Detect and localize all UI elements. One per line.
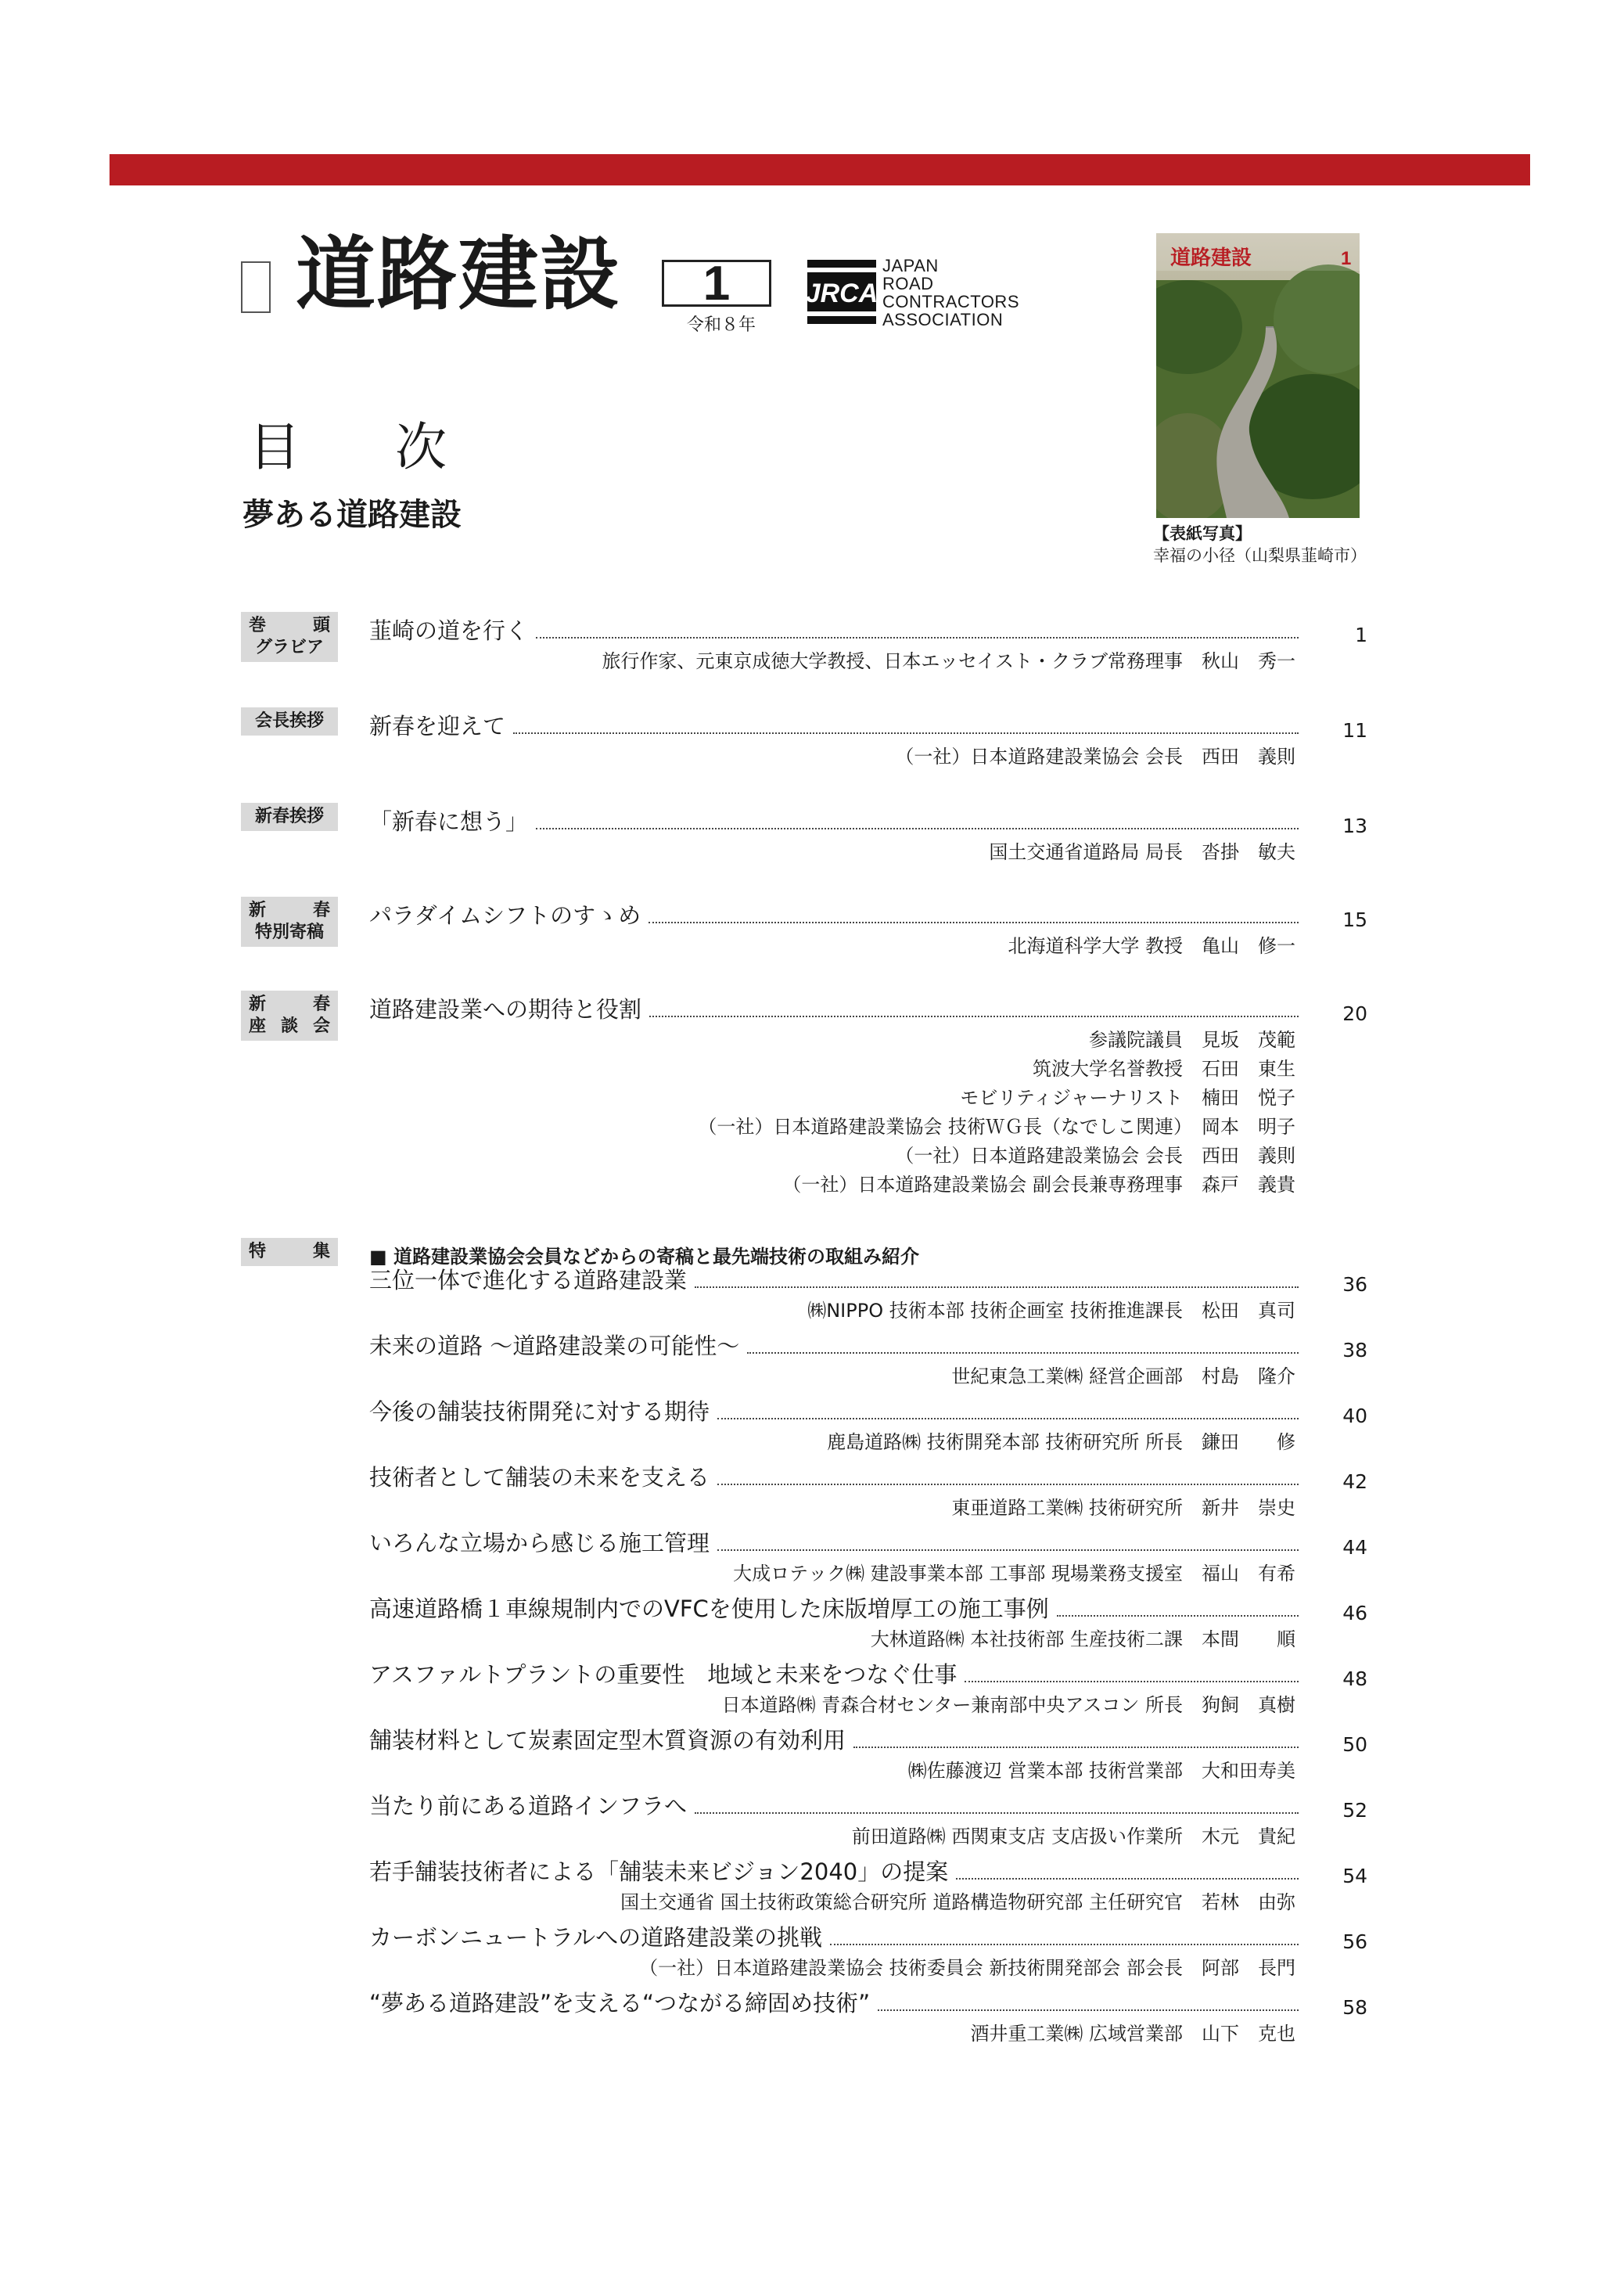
page-number: 54 bbox=[1342, 1865, 1367, 1887]
author-line: （一社）日本道路建設業協会 技術委員会 新技術開発部会 部会長 阿部 長門 bbox=[639, 1957, 1295, 1979]
page-number: 52 bbox=[1342, 1799, 1367, 1822]
article-title[interactable]: アスファルトプラントの重要性 地域と未来をつなぐ仕事 bbox=[369, 1661, 958, 1688]
org-name-line: ASSOCIATION bbox=[882, 310, 1004, 329]
jrca-logo-icon bbox=[806, 258, 878, 326]
article-title[interactable]: “夢ある道路建設”を支える“つながる締固め技術” bbox=[369, 1990, 871, 2016]
author-line: 国土交通省 国土技術政策総合研究所 道路構造物研究部 主任研究官 若林 由弥 bbox=[620, 1891, 1295, 1913]
author-line: 参議院議員 見坂 茂範 bbox=[1089, 1029, 1295, 1051]
org-name-line: JAPAN bbox=[882, 256, 939, 275]
issue-number: 1 bbox=[662, 260, 771, 307]
magazine-title: 道路建設 bbox=[296, 228, 621, 322]
top-accent-bar bbox=[110, 154, 1530, 185]
dot-leader bbox=[695, 1812, 1299, 1814]
svg-text:1: 1 bbox=[1341, 248, 1352, 269]
page-number: 15 bbox=[1342, 908, 1367, 931]
author-line: ㈱NIPPO 技術本部 技術企画室 技術推進課長 松田 真司 bbox=[807, 1300, 1295, 1322]
section-badge-part: 談 bbox=[280, 1016, 298, 1036]
page-number: 50 bbox=[1342, 1733, 1367, 1756]
author-line: 東亜道路工業㈱ 技術研究所 新井 崇史 bbox=[951, 1497, 1295, 1519]
section-badge-part: 座 bbox=[249, 1016, 267, 1036]
section-badge bbox=[241, 1238, 338, 1266]
dot-leader bbox=[717, 1418, 1299, 1419]
article-title[interactable]: 今後の舗装技術開発に対する期待 bbox=[369, 1398, 710, 1425]
section-badge-line: 新春挨拶 bbox=[254, 807, 324, 826]
org-name-line: ROAD bbox=[882, 274, 934, 293]
page-number: 42 bbox=[1342, 1470, 1367, 1493]
cover-caption bbox=[1153, 523, 1367, 567]
dot-leader bbox=[536, 828, 1299, 829]
page-number: 13 bbox=[1342, 815, 1367, 837]
section-badge-part: 集 bbox=[312, 1242, 330, 1261]
section-badge-part: 春 bbox=[312, 901, 330, 920]
section-badge-part: 会 bbox=[312, 1016, 330, 1036]
author-line: ㈱佐藤渡辺 営業本部 技術営業部 大和田寿美 bbox=[907, 1760, 1295, 1782]
section-badge-part: 巻 bbox=[249, 616, 267, 635]
cover-photo bbox=[1156, 233, 1360, 518]
page-number: 38 bbox=[1342, 1339, 1367, 1362]
section-badge-line: 特別寄稿 bbox=[254, 923, 324, 942]
article-title[interactable]: いろんな立場から感じる施工管理 bbox=[369, 1530, 710, 1556]
page-number: 40 bbox=[1342, 1405, 1367, 1427]
section-badge-part: 頭 bbox=[312, 616, 330, 635]
page-number: 46 bbox=[1342, 1602, 1367, 1624]
dot-leader bbox=[717, 1484, 1299, 1485]
page-number: 58 bbox=[1342, 1996, 1367, 2019]
dot-leader bbox=[878, 2009, 1299, 2011]
dot-leader bbox=[649, 1016, 1299, 1017]
page-number: 1 bbox=[1355, 624, 1367, 646]
toc-heading: 目 次 bbox=[249, 417, 486, 477]
author-line: 北海道科学大学 教授 亀山 修一 bbox=[1008, 935, 1295, 957]
section-badge bbox=[241, 991, 338, 1041]
dot-leader bbox=[1057, 1615, 1299, 1617]
page-number: 11 bbox=[1342, 719, 1367, 742]
article-title[interactable]: 若手舗装技術者による「舗装未来ビジョン2040」の提案 bbox=[369, 1858, 949, 1885]
author-line: 世紀東急工業㈱ 経営企画部 村島 隆介 bbox=[951, 1365, 1295, 1387]
page-number: 48 bbox=[1342, 1667, 1367, 1690]
article-title[interactable]: 高速道路橋１車線規制内でのVFCを使用した床版増厚工の施工事例 bbox=[369, 1595, 1049, 1622]
article-title[interactable]: 当たり前にある道路インフラへ bbox=[369, 1793, 688, 1819]
dot-leader bbox=[853, 1747, 1299, 1748]
section-badge-line bbox=[249, 1016, 330, 1038]
author-line: 酒井重工業㈱ 広域営業部 山下 克也 bbox=[970, 2023, 1295, 2045]
dot-leader bbox=[956, 1878, 1299, 1880]
section-badge bbox=[241, 803, 338, 831]
author-line: 大林道路㈱ 本社技術部 生産技術二課 本間 順 bbox=[870, 1628, 1295, 1650]
article-title[interactable]: 三位一体で進化する道路建設業 bbox=[369, 1267, 688, 1293]
author-line: （一社）日本道路建設業協会 技術ＷＧ長（なでしこ関連） 岡本 明子 bbox=[698, 1116, 1295, 1138]
checkbox-icon[interactable] bbox=[241, 261, 271, 313]
author-line: 大成ロテック㈱ 建設事業本部 工事部 現場業務支援室 福山 有希 bbox=[733, 1563, 1295, 1585]
article-title[interactable]: 「新春に想う」 bbox=[369, 808, 529, 835]
article-title[interactable]: 新春を迎えて bbox=[369, 713, 506, 739]
author-line: 日本道路㈱ 青森合材センター兼南部中央アスコン 所長 狗飼 真樹 bbox=[721, 1694, 1295, 1716]
article-title[interactable]: 韮崎の道を行く bbox=[369, 617, 529, 644]
author-line: 筑波大学名誉教授 石田 東生 bbox=[1033, 1058, 1295, 1080]
author-line: （一社）日本道路建設業協会 会長 西田 義則 bbox=[895, 1145, 1295, 1167]
page-number: 56 bbox=[1342, 1930, 1367, 1953]
page-number: 44 bbox=[1342, 1536, 1367, 1559]
cover-caption-title: 【表紙写真】 bbox=[1153, 524, 1252, 543]
org-name bbox=[882, 257, 1019, 329]
dot-leader bbox=[747, 1352, 1299, 1354]
dot-leader bbox=[965, 1681, 1299, 1682]
section-badge-line bbox=[249, 994, 330, 1016]
section-heading: ■ 道路建設業協会会員などからの寄稿と最先端技術の取組み紹介 bbox=[369, 1246, 920, 1268]
section-badge-part: 春 bbox=[312, 995, 330, 1014]
org-name-line: CONTRACTORS bbox=[882, 292, 1019, 311]
author-line: 前田道路㈱ 西関東支店 支店扱い作業所 木元 貴紀 bbox=[851, 1826, 1295, 1847]
section-badge-part: 特 bbox=[249, 1242, 267, 1261]
page-number: 36 bbox=[1342, 1273, 1367, 1296]
author-line: 旅行作家、元東京成徳大学教授、日本エッセイスト・クラブ常務理事 秋山 秀一 bbox=[602, 650, 1295, 672]
section-badge bbox=[241, 897, 338, 947]
issue-theme: 夢ある道路建設 bbox=[243, 497, 462, 533]
section-badge-part: 新 bbox=[249, 995, 267, 1014]
article-title[interactable]: パラダイムシフトのすゝめ bbox=[369, 902, 641, 929]
author-line: 国土交通省道路局 局長 沓掛 敏夫 bbox=[989, 841, 1295, 863]
author-line: モビリティジャーナリスト 楠田 悦子 bbox=[960, 1087, 1295, 1109]
article-title[interactable]: 道路建設業への期待と役割 bbox=[369, 996, 642, 1023]
dot-leader bbox=[830, 1944, 1299, 1945]
dot-leader bbox=[536, 637, 1299, 639]
article-title[interactable]: カーボンニュートラルへの道路建設業の挑戦 bbox=[369, 1924, 823, 1951]
section-badge bbox=[241, 707, 338, 736]
author-line: 鹿島道路㈱ 技術開発本部 技術研究所 所長 鎌田 修 bbox=[827, 1431, 1295, 1453]
cover-caption-text: 幸福の小径（山梨県韮崎市） bbox=[1153, 546, 1367, 565]
article-title[interactable]: 未来の道路 ～道路建設業の可能性～ bbox=[369, 1333, 740, 1359]
section-badge-line: 会長挨拶 bbox=[254, 711, 324, 731]
dot-leader bbox=[649, 922, 1299, 923]
dot-leader bbox=[717, 1549, 1299, 1551]
article-title[interactable]: 技術者として舗装の未来を支える bbox=[369, 1464, 710, 1491]
svg-text:JRCA: JRCA bbox=[806, 279, 878, 308]
section-badge-part: 新 bbox=[249, 901, 267, 920]
section-badge-line bbox=[249, 900, 330, 922]
author-line: （一社）日本道路建設業協会 副会長兼専務理事 森戸 義貴 bbox=[782, 1174, 1295, 1196]
page-number: 20 bbox=[1342, 1002, 1367, 1025]
section-badge bbox=[241, 612, 338, 662]
dot-leader bbox=[695, 1286, 1299, 1288]
article-title[interactable]: 舗装材料として炭素固定型木質資源の有効利用 bbox=[369, 1727, 846, 1754]
dot-leader bbox=[513, 732, 1299, 734]
issue-year: 令和８年 bbox=[687, 315, 756, 335]
section-badge-line bbox=[249, 1241, 330, 1263]
author-line: （一社）日本道路建設業協会 会長 西田 義則 bbox=[895, 746, 1295, 768]
section-badge-line bbox=[249, 615, 330, 637]
section-badge-line: グラビア bbox=[254, 638, 324, 657]
svg-text:道路建設: 道路建設 bbox=[1170, 246, 1252, 270]
